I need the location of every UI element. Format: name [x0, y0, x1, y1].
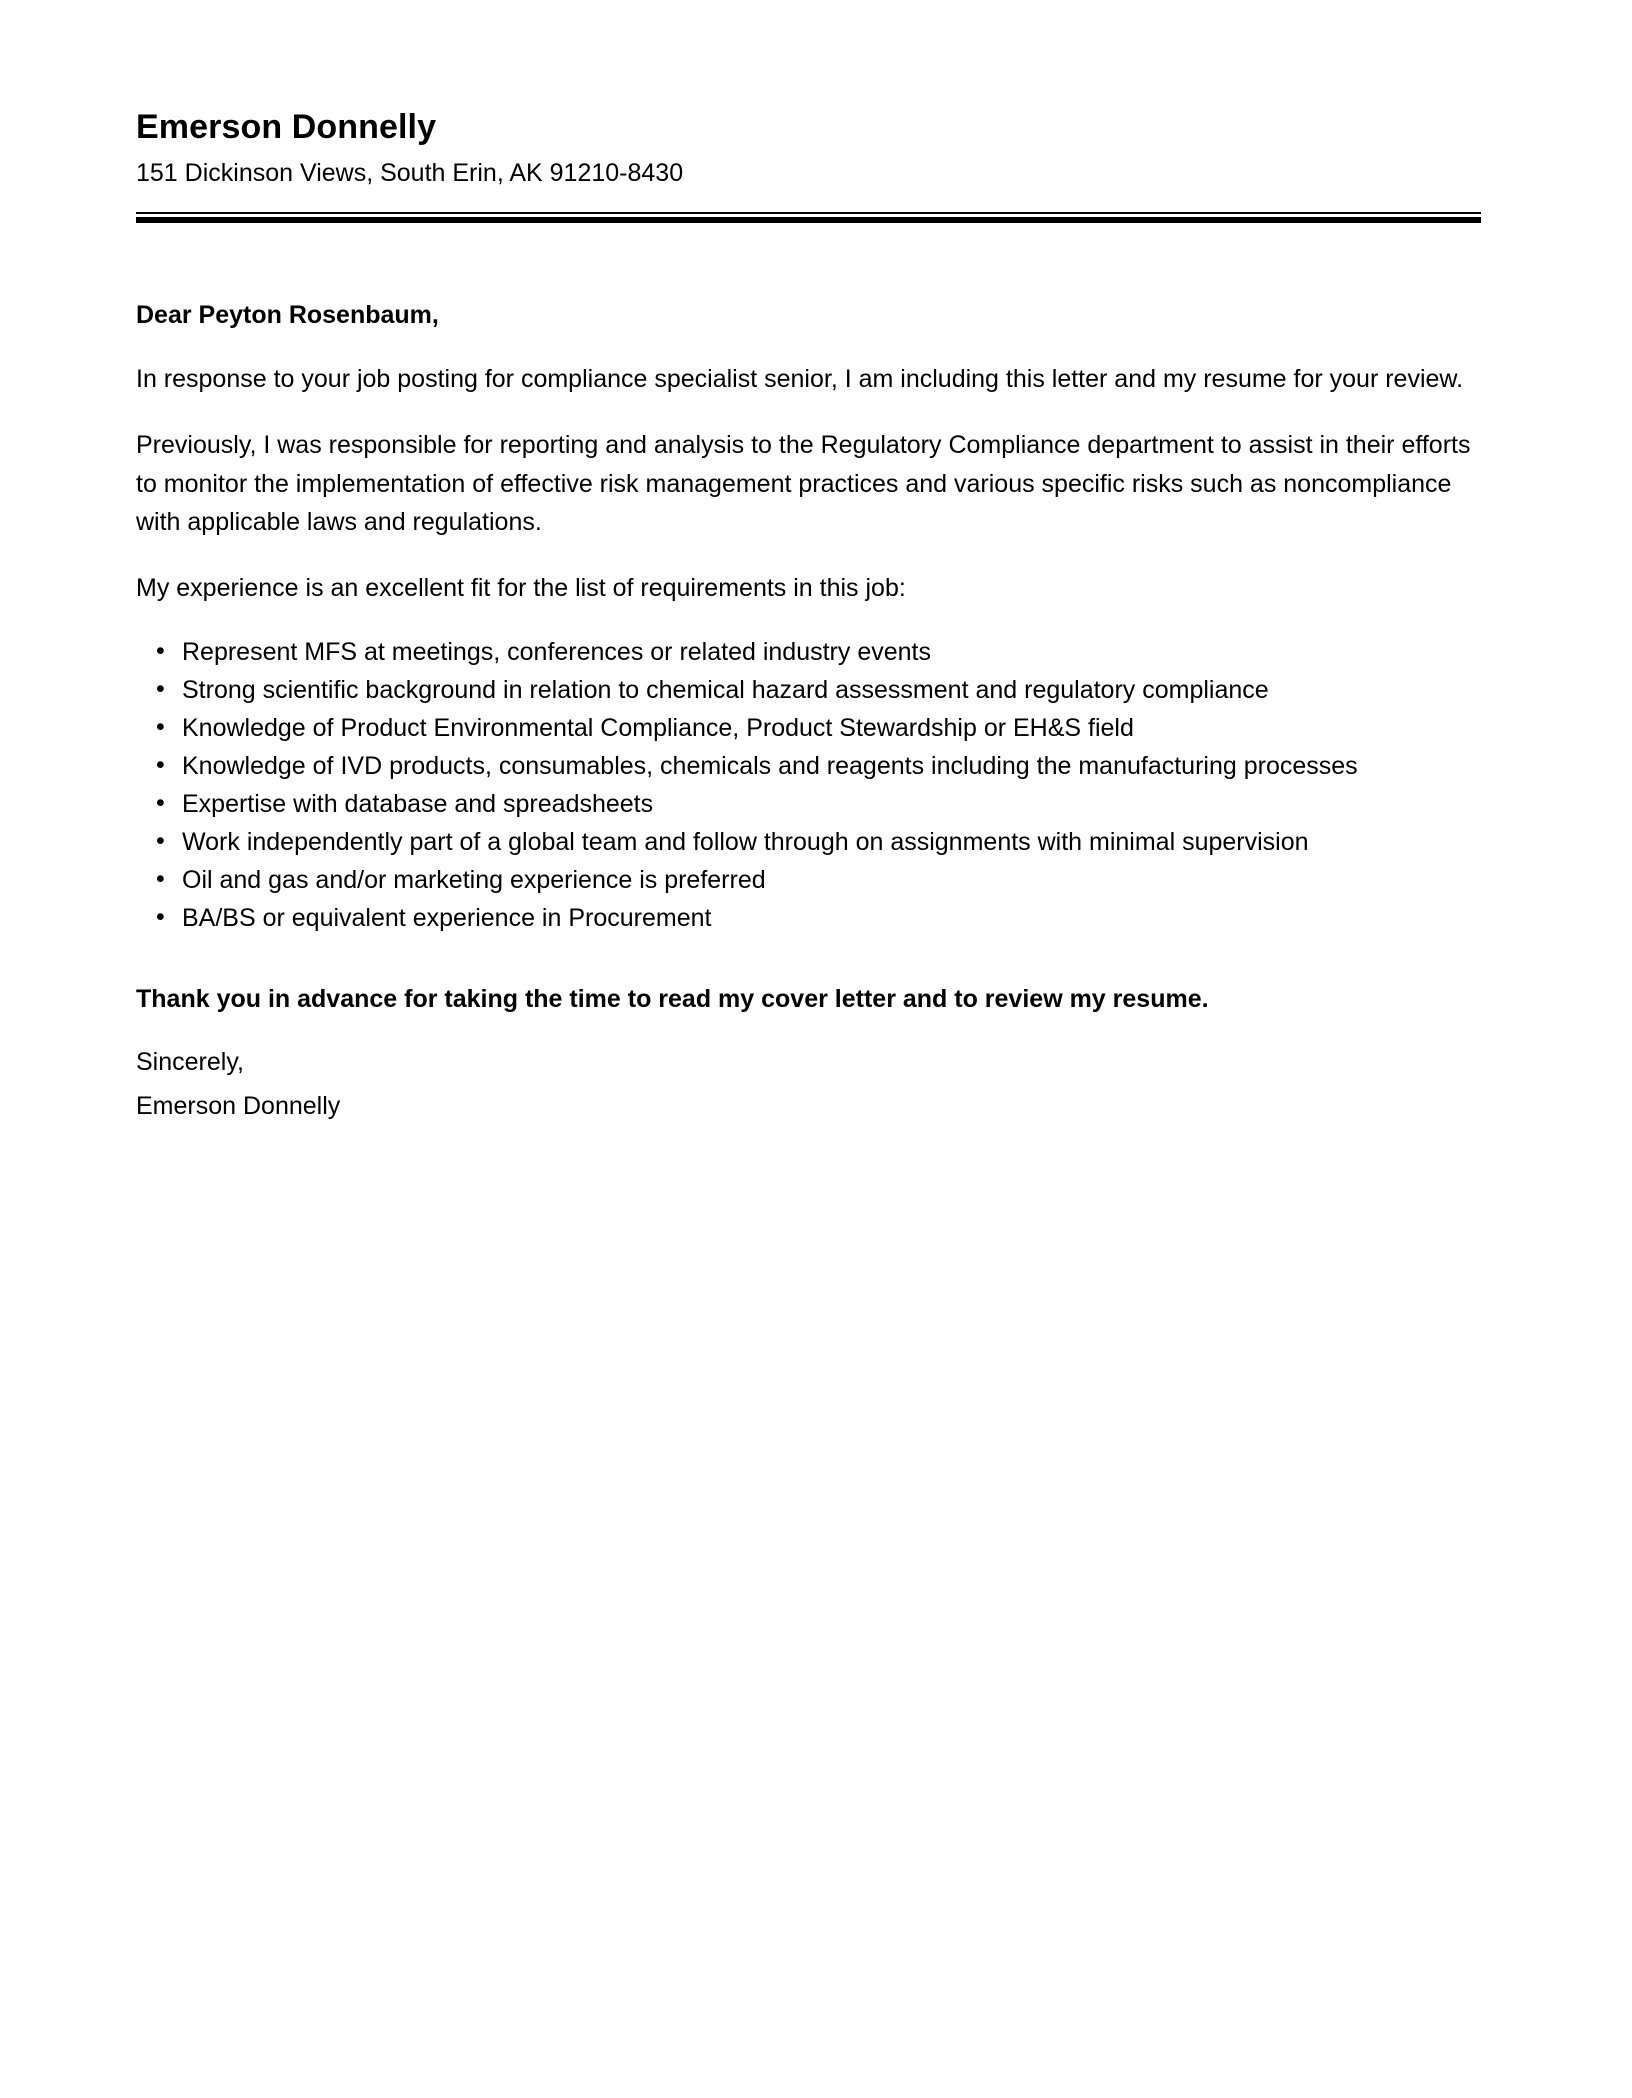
signoff-block: [136, 1046, 1481, 1122]
list-item: • Represent MFS at meetings, conferences or related industry events: [136, 633, 1481, 671]
letterhead: [136, 0, 1481, 190]
requirements-intro: My experience is an excellent fit for the list of requirements in this job:: [136, 574, 906, 603]
list-item: • Strong scientific background in relation to chemical hazard assessment and regulatory compliance: [136, 671, 1481, 709]
list-item: • Expertise with database and spreadsheets: [136, 785, 1481, 823]
letter-content: [136, 0, 1481, 1122]
header-divider: [136, 212, 1481, 223]
list-item: • Knowledge of Product Environmental Compliance, Product Stewardship or EH&S field: [136, 709, 1481, 747]
list-item: • Work independently part of a global team and follow through on assignments with minimal supervision: [136, 823, 1481, 861]
signoff-salutation: Sincerely,: [136, 1048, 244, 1077]
list-item: • Oil and gas and/or marketing experience is preferred: [136, 861, 1481, 899]
body-paragraph-2: Previously, I was responsible for reporting and analysis to the Regulatory Compliance department to assist in their efforts to monitor the implementation of effective risk management practices and various specific risks such as noncompliance with applicable laws and regulations.: [136, 430, 1471, 537]
salutation: Dear Peyton Rosenbaum,: [136, 301, 439, 330]
requirements-list: [136, 633, 1481, 937]
body-paragraph-1: In response to your job posting for compliance specialist senior, I am including this letter and my resume for your review.: [136, 365, 1464, 394]
closing-statement: Thank you in advance for taking the time to read my cover letter and to review my resume.: [136, 984, 1209, 1013]
signoff-name: Emerson Donnelly: [136, 1091, 341, 1120]
letter-body: [136, 298, 1481, 1122]
sender-address: 151 Dickinson Views, South Erin, AK 91210-8430: [136, 158, 684, 187]
list-item: • Knowledge of IVD products, consumables, chemicals and reagents including the manufacturing processes: [136, 747, 1481, 785]
sender-name: Emerson Donnelly: [136, 108, 437, 146]
list-item: • BA/BS or equivalent experience in Procurement: [136, 899, 1481, 937]
divider-thick-rule: [136, 217, 1481, 223]
